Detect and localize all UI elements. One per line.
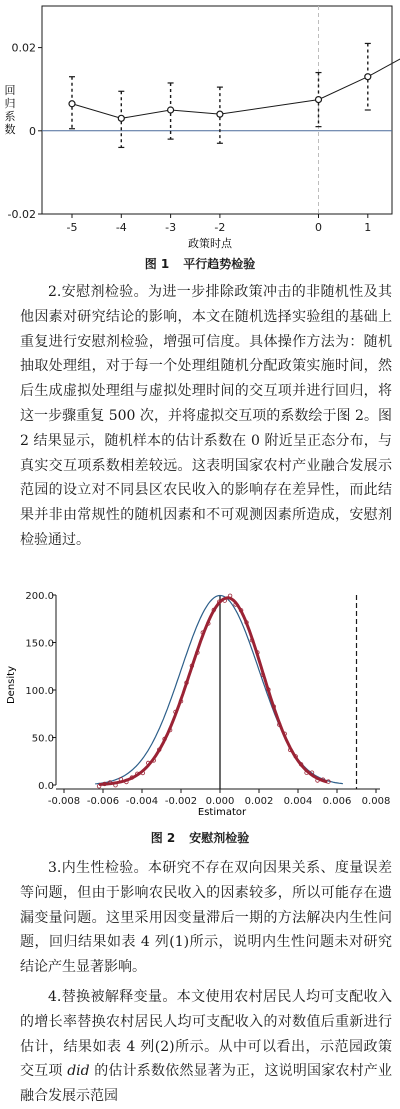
y-axis-label — [5, 84, 16, 136]
parallel-trend-chart — [0, 0, 400, 255]
x-tick-label: -2 — [214, 221, 226, 234]
figure-2 — [0, 585, 400, 825]
figure-1-title: 平行趋势检验 — [183, 257, 256, 271]
paragraph-text-start: 4.替换被解释变量。本文使用农村居民人均可支配收入的增长率替换农村居民人均可支配收入的对数值后重新进行估计，结果如表 4 列(2)所示。从中可以看出，示范园政策交互项 — [20, 989, 392, 1080]
paragraph-endogeneity-test: 3.内生性检验。本研究不存在双向因果关系、度量误差等问题，但由于影响农民收入的因素较多，所以可能存在遗漏变量问题。这里采用因变量滞后一期的方法解决内生性问题，回归结果如表 4 列(1)所示，说明内生性问题未对研究结论产生显著影响。 — [20, 860, 392, 976]
paragraph-placebo-test: 2.安慰剂检验。为进一步排除政策冲击的非随机性及其他因素对研究结论的影响，本文在随机选择实验组的基础上重复进行安慰剂检验，增强可信度。具体操作方法为：随机抽取处理组，对于每一个处理组随机分配政策实施时间，然后生成虚拟处理组与虚拟处理时间的交互项并进行回归，将这一步骤重复 500 次，并将虚拟交互项的系数绘于图 2。图 2 结果显示，随机样本的估计系数在 0 附近呈正态分布，与真实交互项系数相差较远。这表明国家农村产业融合发展示范园的设立对不同县区农民收入的影响存在差异性，而此结果并非由常规性的随机因素和不可观测因素所造成，安慰剂检验通过。 — [20, 284, 392, 548]
figure-1-number: 图 1 — [144, 257, 170, 271]
y-tick-label: 200.0 — [25, 591, 54, 602]
y-tick-label: 0.0 — [38, 781, 54, 792]
coefficient-point — [168, 107, 174, 113]
y-tick-label: 150.0 — [25, 638, 54, 650]
normal-curve — [95, 596, 343, 784]
y-tick-label: 50.0 — [31, 733, 54, 745]
y-axis-label-char: 系 — [4, 110, 16, 123]
figure-2-title: 安慰剂检验 — [189, 831, 250, 845]
x-axis-label: Estimator — [197, 807, 247, 818]
coefficient-point — [365, 74, 371, 80]
density-marker — [97, 784, 101, 788]
coefficient-point — [217, 111, 223, 117]
figure-1 — [0, 0, 400, 255]
x-tick-label: 0.000 — [205, 796, 235, 807]
coefficient-line — [72, 50, 400, 119]
x-tick-label: -4 — [115, 221, 127, 234]
x-tick-label: 0.006 — [322, 796, 352, 807]
y-tick-label: -0.02 — [7, 208, 36, 221]
y-tick-label: 100.0 — [25, 686, 54, 697]
x-tick-label: -0.002 — [164, 796, 198, 807]
variable-did: did — [67, 1063, 90, 1080]
x-tick-label: 1 — [364, 221, 372, 234]
x-tick-label: 0 — [315, 221, 322, 234]
figure-2-number: 图 2 — [150, 831, 176, 845]
x-tick-label: 0.002 — [244, 796, 274, 807]
x-tick-label: -5 — [66, 221, 78, 234]
y-axis-label: Density — [6, 665, 17, 705]
paragraph-text-end: 的估计系数依然显著为正，这说明国家农村产业融合发展示范园 — [20, 1063, 392, 1105]
placebo-density-chart — [0, 585, 400, 825]
x-tick-label: 0.008 — [361, 796, 391, 807]
y-tick-label: 0 — [29, 124, 36, 138]
x-tick-label: -0.004 — [125, 796, 159, 807]
x-axis-label: 政策时点 — [188, 237, 232, 250]
x-tick-label: -0.006 — [86, 796, 120, 807]
y-axis-label-char: 回 — [4, 84, 16, 97]
y-axis-label-char: 数 — [4, 123, 16, 136]
paragraph-replace-dependent-variable — [20, 985, 392, 1109]
coefficient-point — [69, 101, 75, 107]
kernel-density-curve — [99, 598, 327, 785]
y-axis-label-char: 归 — [4, 97, 16, 110]
x-tick-label: -3 — [165, 221, 177, 234]
y-tick-label: 0.02 — [11, 41, 36, 55]
coefficient-point — [118, 115, 124, 121]
x-tick-label: 0.004 — [283, 796, 313, 807]
x-tick-label: -0.008 — [47, 796, 81, 807]
coefficient-point — [316, 97, 322, 103]
figure-1-caption — [0, 255, 400, 272]
figure-2-caption — [0, 829, 400, 846]
